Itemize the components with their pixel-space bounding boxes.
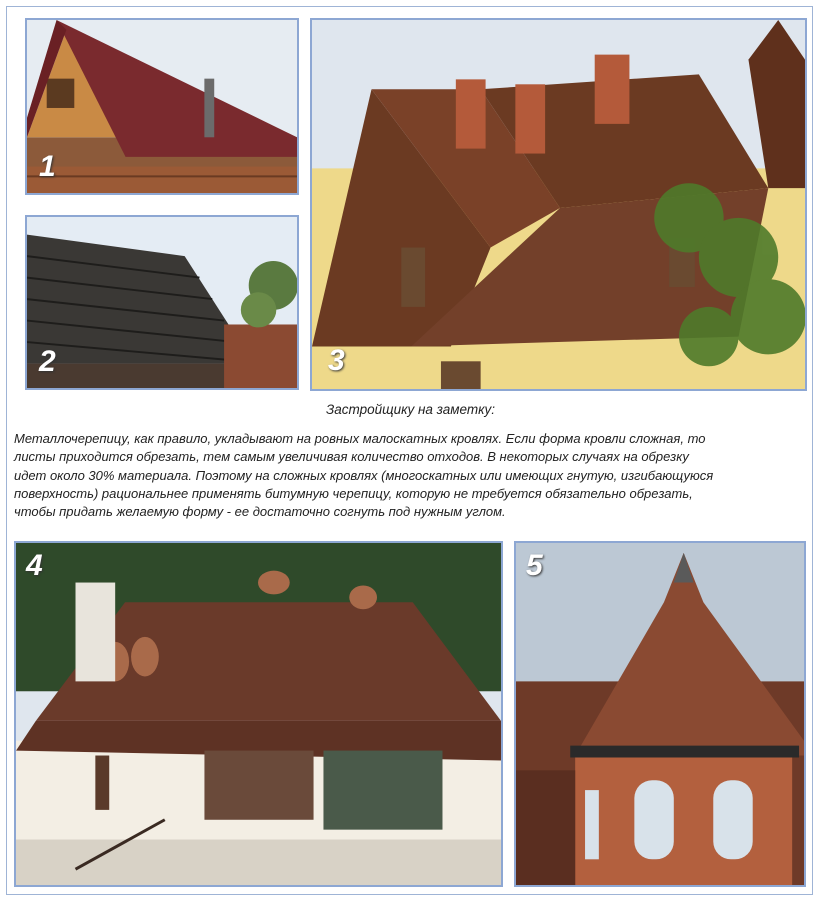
photo-5-number: 5 (526, 549, 543, 582)
photo-5-image (516, 543, 804, 885)
photo-5 (514, 541, 806, 887)
note-line: поверхность) рациональнее применять битумную черепицу, которую не требуется обязательно обрезать, (14, 485, 693, 501)
note-line: чтобы придать желаемую форму - ее достаточно согнуть под нужным углом. (14, 504, 506, 520)
note-heading: Застройщику на заметку: (325, 402, 496, 417)
note-line: Металлочерепицу, как правило, укладывают на ровных малоскатных кровлях. Если форма кровли сложная, то (14, 431, 706, 446)
photo-4-number: 4 (26, 549, 43, 582)
note-body (14, 430, 810, 521)
photo-3-number: 3 (328, 344, 345, 377)
note-line: идет около 30% материала. Поэтому на сложных кровлях (многоскатных или имеющих гнутую, изгибающуюся (14, 467, 714, 483)
photo-4 (14, 541, 503, 887)
photo-2-number: 2 (39, 345, 56, 378)
photo-2-image (27, 217, 297, 388)
photo-3 (310, 18, 807, 391)
photo-1-image (27, 20, 297, 193)
photo-1-number: 1 (39, 150, 56, 183)
photo-2 (25, 215, 299, 390)
photo-4-image (16, 543, 501, 885)
photo-1 (25, 18, 299, 195)
note-line: листы приходится обрезать, тем самым увеличивая количество отходов. В некоторых случаях на обрезку (14, 449, 689, 465)
photo-3-image (312, 20, 805, 389)
